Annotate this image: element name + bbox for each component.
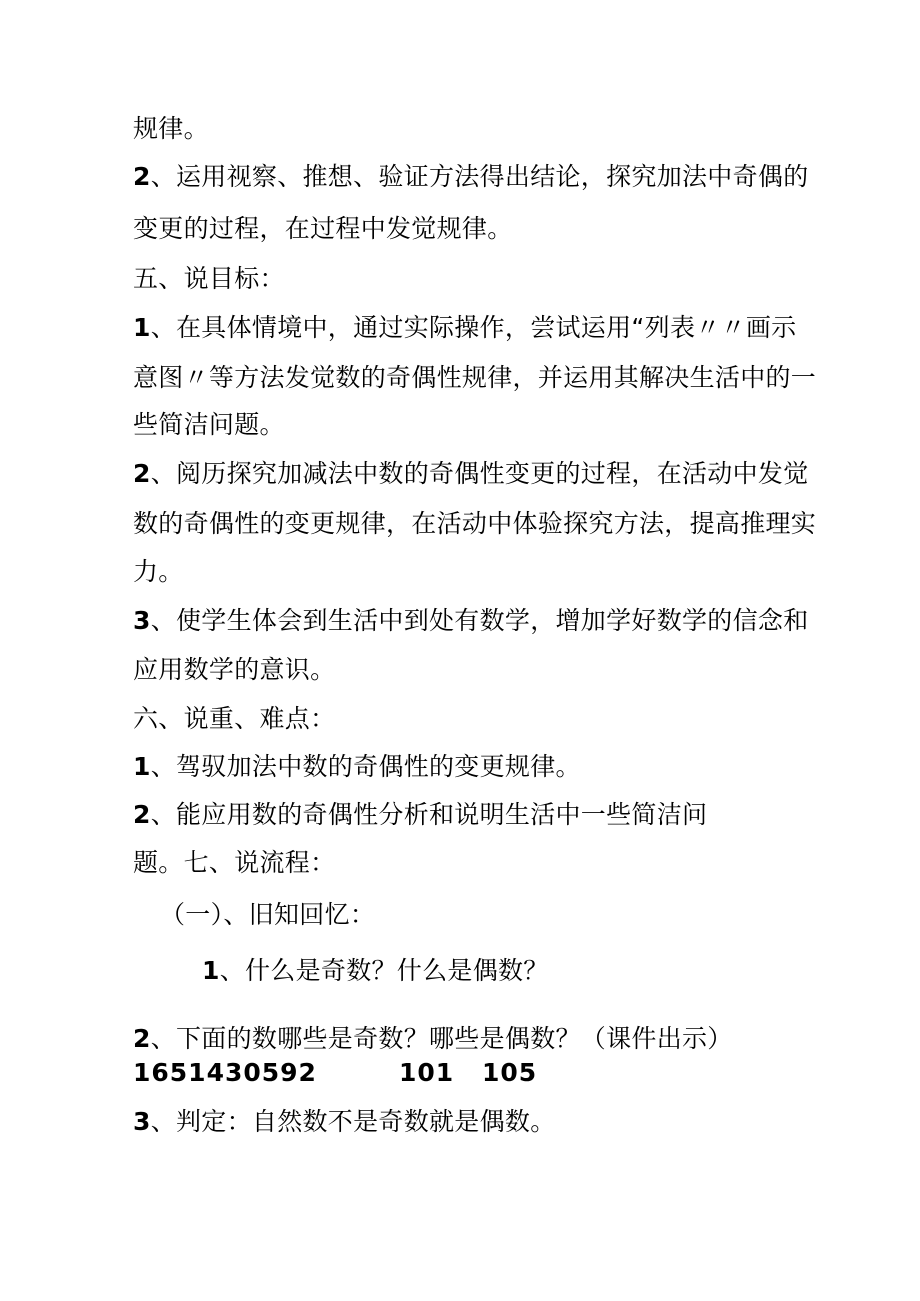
text-span: 、下面的数哪些是奇数？哪些是偶数？（课件出示） [150, 1024, 733, 1053]
text-span: 、能应用数的奇偶性分析和说明生活中一些简洁问 [150, 800, 708, 829]
text-line [133, 846, 335, 880]
text-span: 、什么是奇数？什么是偶数？ [219, 956, 549, 985]
subsection-heading [160, 898, 375, 932]
list-item-1 [133, 311, 796, 345]
heading-text: 六、说重、难点： [133, 704, 336, 733]
section-heading [133, 702, 335, 736]
section-heading [133, 262, 285, 296]
text-span: 变更的过程，在过程中发觉规律。 [133, 214, 513, 243]
text-span: 、驾驭加法中数的奇偶性的变更规律。 [150, 752, 581, 781]
text-span: 、使学生体会到生活中到处有数学，增加学好数学的信念和 [150, 606, 809, 635]
text-span: 题。七、说流程： [133, 848, 336, 877]
text-span: 应用数学的意识。 [133, 655, 336, 684]
number-value: 1651430592 [133, 1058, 317, 1087]
text-span: 意图〃等方法发觉数的奇偶性规律，并运用其解决生活中的一 [133, 363, 817, 392]
text-line [133, 507, 816, 541]
number-list [133, 1056, 537, 1090]
text-line [133, 555, 184, 589]
text-line [133, 408, 285, 442]
text-span: 、阅历探究加减法中数的奇偶性变更的过程，在活动中发觉 [150, 459, 809, 488]
item-number: 2 [133, 162, 151, 191]
text-span: 数的奇偶性的变更规律，在活动中体验探究方法，提高推理实 [133, 509, 817, 538]
item-number: 1 [202, 956, 220, 985]
item-number: 2 [133, 459, 151, 488]
list-item-2 [133, 457, 809, 491]
text-line [133, 653, 335, 687]
list-item-1 [133, 750, 581, 784]
text-span: 规律。 [133, 114, 209, 143]
text-span: 些简洁问题。 [133, 410, 285, 439]
heading-text: （一）、旧知回忆： [160, 900, 376, 929]
text-line [133, 212, 513, 246]
item-number: 3 [133, 1107, 151, 1136]
text-span: 力。 [133, 557, 184, 586]
list-item-1 [202, 954, 549, 988]
list-item-2 [133, 160, 809, 194]
list-item-3 [133, 604, 809, 638]
text-span: 、运用视察、推想、验证方法得出结论，探究加法中奇偶的 [150, 162, 809, 191]
heading-text: 五、说目标： [133, 264, 285, 293]
item-number: 1 [133, 313, 151, 342]
text-span: 、在具体情境中，通过实际操作，尝试运用“列表〃〃画示 [150, 313, 797, 342]
text-line [133, 361, 816, 395]
list-item-2 [133, 1022, 733, 1056]
list-item-3 [133, 1105, 556, 1139]
item-number: 1 [133, 752, 151, 781]
number-value: 101 [399, 1058, 455, 1087]
item-number: 3 [133, 606, 151, 635]
item-number: 2 [133, 1024, 151, 1053]
item-number: 2 [133, 800, 151, 829]
text-line [133, 112, 209, 146]
text-span: 、判定：自然数不是奇数就是偶数。 [150, 1107, 556, 1136]
list-item-2 [133, 798, 707, 832]
number-value: 105 [482, 1058, 538, 1087]
